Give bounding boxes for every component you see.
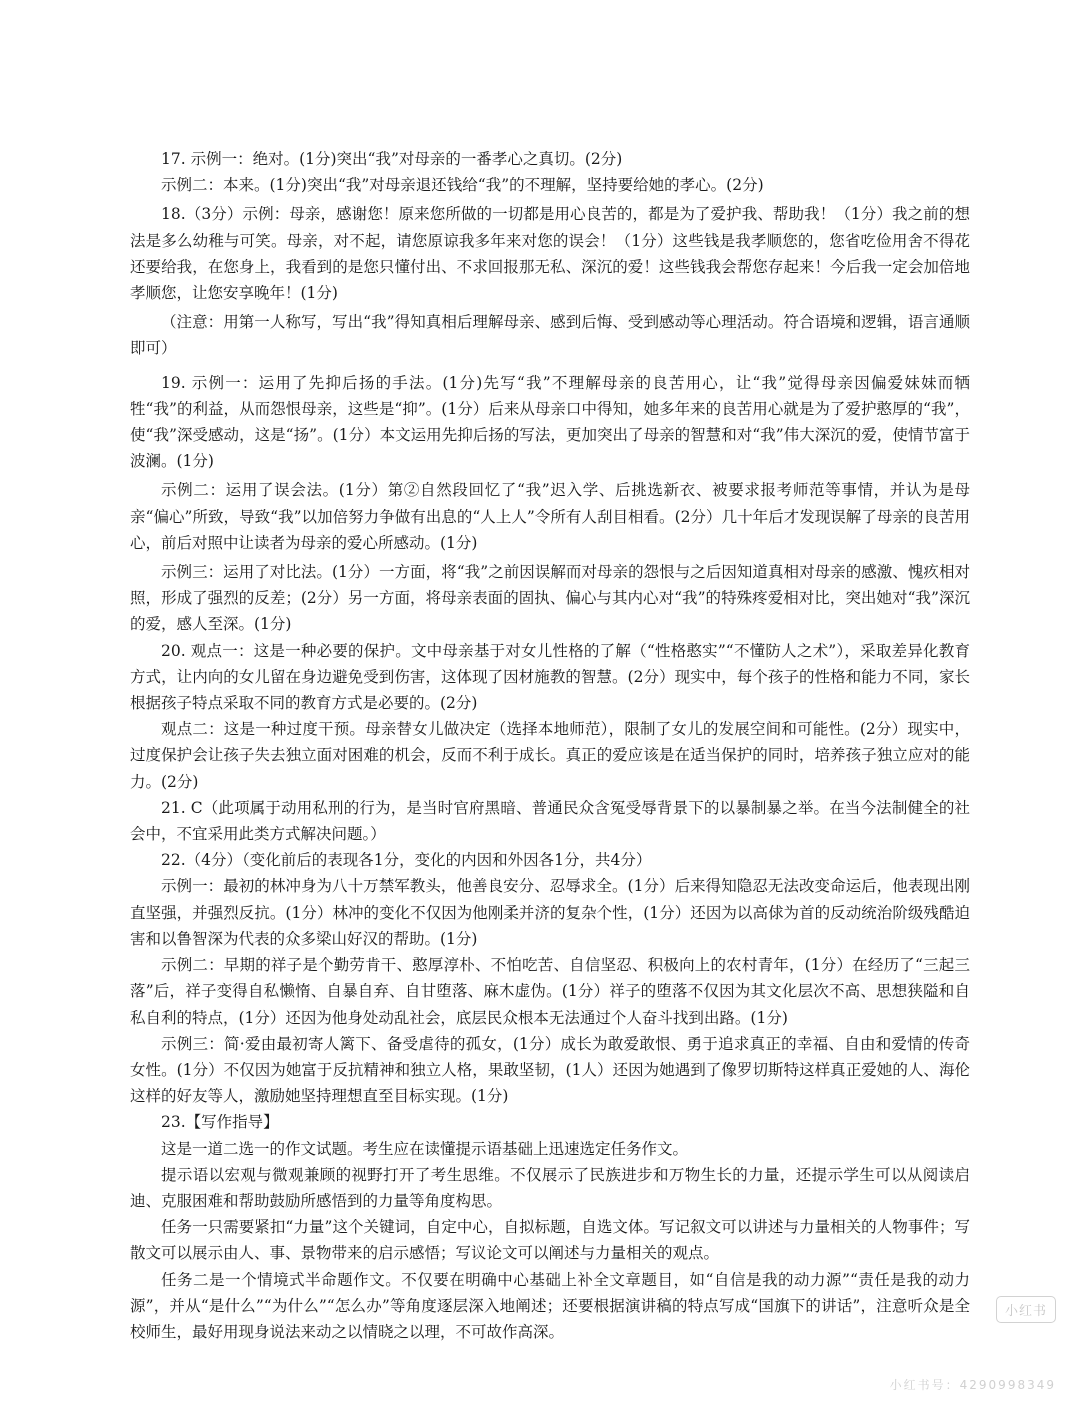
- answer-22-example-1: 示例一：最初的林冲身为八十万禁军教头，他善良安分、忍辱求全。(1分）后来得知隐忍无法改变命运后，他表现出刚直坚强，并强烈反抗。(1分）林冲的变化不仅因为他刚柔并济的复杂个性，(1分）还因为以高俅为首的反动统治阶级残酷迫害和以鲁智深为代表的众多梁山好汉的帮助。(1分): [130, 877, 970, 948]
- answer-23-para-2: 提示语以宏观与微观兼顾的视野打开了考生思维。不仅展示了民族进步和万物生长的力量，还提示学生可以从阅读启迪、克服困难和帮助鼓励所感悟到的力量等角度构思。: [130, 1165, 970, 1210]
- answer-22-scoring: 22.（4分）（变化前后的表现各1分，变化的内因和外因各1分，共4分）: [161, 851, 652, 870]
- answer-17-example-1: 17. 示例一：绝对。(1分)突出“我”对母亲的一番孝心之真切。(2分): [161, 150, 623, 168]
- answer-23-task-1: 任务一只需要紧扣“力量”这个关键词，自定中心，自拟标题，自选文体。写记叙文可以讲述与力量相关的人物事件；写散文可以展示由人、事、景物带来的启示感悟；写议论文可以阐述与力量相关的观点。: [130, 1218, 970, 1263]
- answer-23-task-2: 任务二是一个情境式半命题作文。不仅要在明确中心基础上补全文章题目，如“自信是我的动力源”“责任是我的动力源”，并从“是什么”“为什么”“怎么办”等角度逐层深入地阐述；还要根据演讲稿的特点写成“国旗下的讲话”，注意听众是全校师生，最好用现身说法来动之以情晓之以理，不可故作高深。: [130, 1270, 970, 1341]
- watermark-logo: 小红书: [996, 1296, 1056, 1323]
- answer-22-example-2: 示例二：早期的祥子是个勤劳肯干、憨厚淳朴、不怕吃苦、自信坚忍、积极向上的农村青年，(1分）在经历了“三起三落”后，祥子变得自私懒惰、自暴自弃、自甘堕落、麻木虚伪。(1分）祥子的堕落不仅因为其文化层次不高、思想狭隘和自私自利的特点，(1分）还因为他身处动乱社会，底层民众根本无法通过个人奋斗找到出路。(1分): [130, 956, 970, 1027]
- answer-23-para-1: 这是一道二选一的作文试题。考生应在读懂提示语基础上迅速选定任务作文。: [161, 1139, 689, 1158]
- answer-22-example-3: 示例三：简·爱由最初寄人篱下、备受虐待的孤女，(1分）成长为敢爱敢恨、勇于追求真正的幸福、自由和爱情的传奇女性。(1分）不仅因为她富于反抗精神和独立人格，果敢坚韧，(1人）还因为她遇到了像罗切斯特这样真正爱她的人、海伦这样的好友等人，激励她坚持理想直至目标实现。(1分): [130, 1034, 970, 1106]
- answer-19-example-1: 19. 示例一：运用了先抑后扬的手法。(1分)先写“我”不理解母亲的良苦用心，让“我”觉得母亲因偏爱妹妹而牺牲“我”的利益，从而怨恨母亲，这些是“抑”。(1分）后来从母亲口中得知，她多年来的良苦用心就是为了爱护憨厚的“我”，使“我”深受感动，这是“扬”。(1分）本文运用先抑后扬的写法，更加突出了母亲的智慧和对“我”伟大深沉的爱，使情节富于波澜。(1分): [130, 373, 970, 471]
- answer-17-example-2: 示例二：本来。(1分)突出“我”对母亲退还钱给“我”的不理解，坚持要给她的孝心。(2分): [161, 176, 764, 195]
- answer-19-example-3: 示例三：运用了对比法。(1分）一方面，将“我”之前因误解而对母亲的怨恨与之后因知道真相对母亲的感激、愧疚相对照，形成了强烈的反差；(2分）另一方面，将母亲表面的固执、偏心与其内心对“我”的特殊疼爱相对比，突出她对“我”深沉的爱，感人至深。(1分): [130, 563, 970, 634]
- answer-20-view-2: 观点二：这是一种过度干预。母亲替女儿做决定（选择本地师范），限制了女儿的发展空间和可能性。(2分）现实中，过度保护会让孩子失去独立面对困难的机会，反而不利于成长。真正的爱应该是在适当保护的同时，培养孩子独立应对的能力。(2分): [130, 720, 970, 791]
- answer-20-view-1: 20. 观点一：这是一种必要的保护。文中母亲基于对女儿性格的了解（“性格憨实”“不懂防人之术”），采取差异化教育方式，让内向的女儿留在身边避免受到伤害，这体现了因材施教的智慧。(2分）现实中，每个孩子的性格和能力不同，家长根据孩子特点采取不同的教育方式是必要的。(2分): [130, 641, 970, 713]
- answer-21: 21. C（此项属于动用私刑的行为，是当时官府黑暗、普通民众含冤受辱背景下的以暴制暴之举。在当今法制健全的社会中，不宜采用此类方式解决问题。）: [130, 798, 970, 844]
- answer-18: 18.（3分）示例：母亲，感谢您！原来您所做的一切都是用心良苦的，都是为了爱护我、帮助我！（1分）我之前的想法是多么幼稚与可笑。母亲，对不起，请您原谅我多年来对您的误会！（1分）这些钱是我孝顺您的，您省吃俭用舍不得花还要给我，在您身上，我看到的是您只懂付出、不求回报那无私、深沉的爱！这些钱我会帮您存起来！今后我一定会加倍地孝顺您，让您安享晚年！(1分): [130, 205, 970, 303]
- answer-23-heading: 23.【写作指导】: [161, 1113, 279, 1132]
- answer-18-note: （注意：用第一人称写，写出“我”得知真相后理解母亲、感到后悔、受到感动等心理活动。符合语境和逻辑，语言通顺即可）: [130, 313, 970, 358]
- answer-19-example-2: 示例二：运用了误会法。(1分）第②自然段回忆了“我”迟入学、后挑选新衣、被要求报考师范等事情，并认为是母亲“偏心”所致，导致“我”以加倍努力争做有出息的“人上人”令所有人刮目相看。(2分）几十年后才发现误解了母亲的良苦用心，前后对照中让读者为母亲的爱心所感动。(1分): [130, 481, 970, 552]
- answer-sheet: [130, 146, 970, 1345]
- watermark-id: 小红书号：4290998349: [889, 1378, 1056, 1392]
